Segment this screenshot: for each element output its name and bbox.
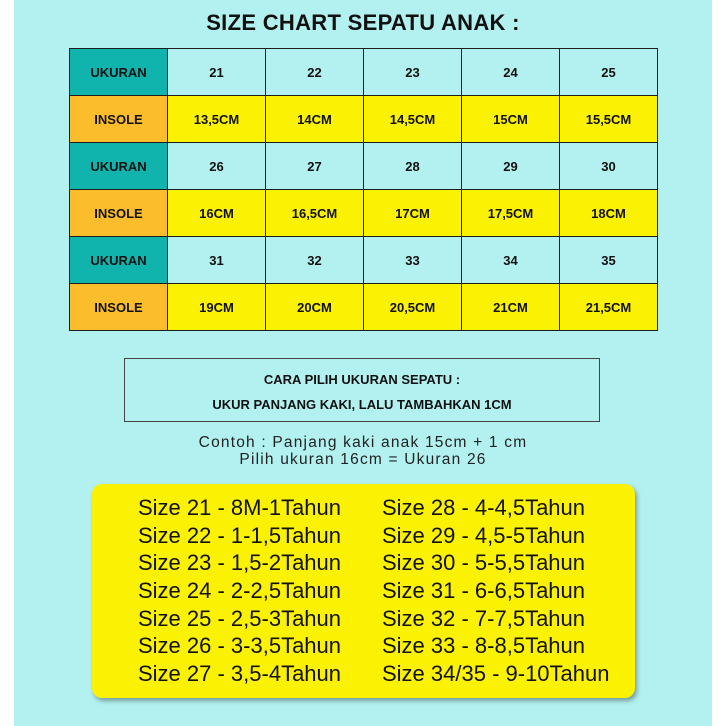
size-cell: 33 xyxy=(364,237,462,284)
size-cell: 22 xyxy=(266,49,364,96)
age-guide-right-column xyxy=(382,494,610,688)
insole-cell: 18CM xyxy=(560,190,658,237)
insole-cell: 16CM xyxy=(168,190,266,237)
age-guide-item: Size 28 - 4-4,5Tahun xyxy=(382,495,586,520)
size-cell: 27 xyxy=(266,143,364,190)
insole-cell: 20,5CM xyxy=(364,284,462,331)
age-guide-item: Size 27 - 3,5-4Tahun xyxy=(138,661,342,687)
age-guide-box xyxy=(92,484,635,698)
insole-cell: 20CM xyxy=(266,284,364,331)
age-guide-item: Size 22 - 1-1,5Tahun xyxy=(138,522,342,548)
insole-row-header: INSOLE xyxy=(70,190,168,237)
size-cell: 34 xyxy=(462,237,560,284)
insole-row xyxy=(70,96,658,143)
insole-cell: 15CM xyxy=(462,96,560,143)
insole-cell: 17,5CM xyxy=(462,190,560,237)
insole-cell: 21CM xyxy=(462,284,560,331)
age-guide-item: Size 29 - 4,5-5Tahun xyxy=(382,522,586,548)
size-cell: 21 xyxy=(168,49,266,96)
size-row-header: UKURAN xyxy=(70,49,168,96)
insole-cell: 14,5CM xyxy=(364,96,462,143)
size-cell: 24 xyxy=(462,49,560,96)
age-guide-item: Size 23 - 1,5-2Tahun xyxy=(138,550,342,576)
size-row-header: UKURAN xyxy=(70,237,168,284)
size-chart-table xyxy=(69,48,658,331)
insole-row xyxy=(70,190,658,237)
insole-row-header: INSOLE xyxy=(70,284,168,331)
size-cell: 25 xyxy=(560,49,658,96)
insole-cell: 13,5CM xyxy=(168,96,266,143)
age-guide-item: Size 26 - 3-3,5Tahun xyxy=(138,633,342,659)
age-guide-item: Size 30 - 5-5,5Tahun xyxy=(382,550,586,576)
age-guide-item: Size 32 - 7-7,5Tahun xyxy=(382,605,586,631)
size-cell: 26 xyxy=(168,143,266,190)
size-cell: 28 xyxy=(364,143,462,190)
insole-cell: 21,5CM xyxy=(560,284,658,331)
insole-cell: 14CM xyxy=(266,96,364,143)
age-guide-item: Size 31 - 6-6,5Tahun xyxy=(382,578,586,604)
age-guide-item: Size 33 - 8-8,5Tahun xyxy=(382,633,586,659)
size-row-header: UKURAN xyxy=(70,143,168,190)
insole-cell: 15,5CM xyxy=(560,96,658,143)
size-row xyxy=(70,237,658,284)
example-text xyxy=(0,434,726,468)
size-row xyxy=(70,49,658,96)
age-guide-left-column xyxy=(138,494,341,688)
age-guide-item: Size 25 - 2,5-3Tahun xyxy=(138,605,342,631)
insole-cell: 16,5CM xyxy=(266,190,364,237)
size-cell: 23 xyxy=(364,49,462,96)
example-line-2: Pilih ukuran 16cm = Ukuran 26 xyxy=(239,451,487,468)
how-to-instruction: UKUR PANJANG KAKI, LALU TAMBAHKAN 1CM xyxy=(212,397,512,412)
age-guide-item: Size 24 - 2-2,5Tahun xyxy=(138,578,342,604)
insole-row-header: INSOLE xyxy=(70,96,168,143)
size-cell: 31 xyxy=(168,237,266,284)
insole-cell: 19CM xyxy=(168,284,266,331)
example-line-1: Contoh : Panjang kaki anak 15cm + 1 cm xyxy=(198,434,528,451)
size-cell: 32 xyxy=(266,237,364,284)
age-guide-item: Size 34/35 - 9-10Tahun xyxy=(382,661,610,687)
insole-row xyxy=(70,284,658,331)
size-row xyxy=(70,143,658,190)
age-guide-item: Size 21 - 8M-1Tahun xyxy=(138,495,341,520)
insole-cell: 17CM xyxy=(364,190,462,237)
page-title: SIZE CHART SEPATU ANAK : xyxy=(206,10,520,35)
how-to-choose-box xyxy=(124,358,600,422)
size-cell: 29 xyxy=(462,143,560,190)
size-cell: 30 xyxy=(560,143,658,190)
size-cell: 35 xyxy=(560,237,658,284)
how-to-title: CARA PILIH UKURAN SEPATU : xyxy=(263,372,461,387)
